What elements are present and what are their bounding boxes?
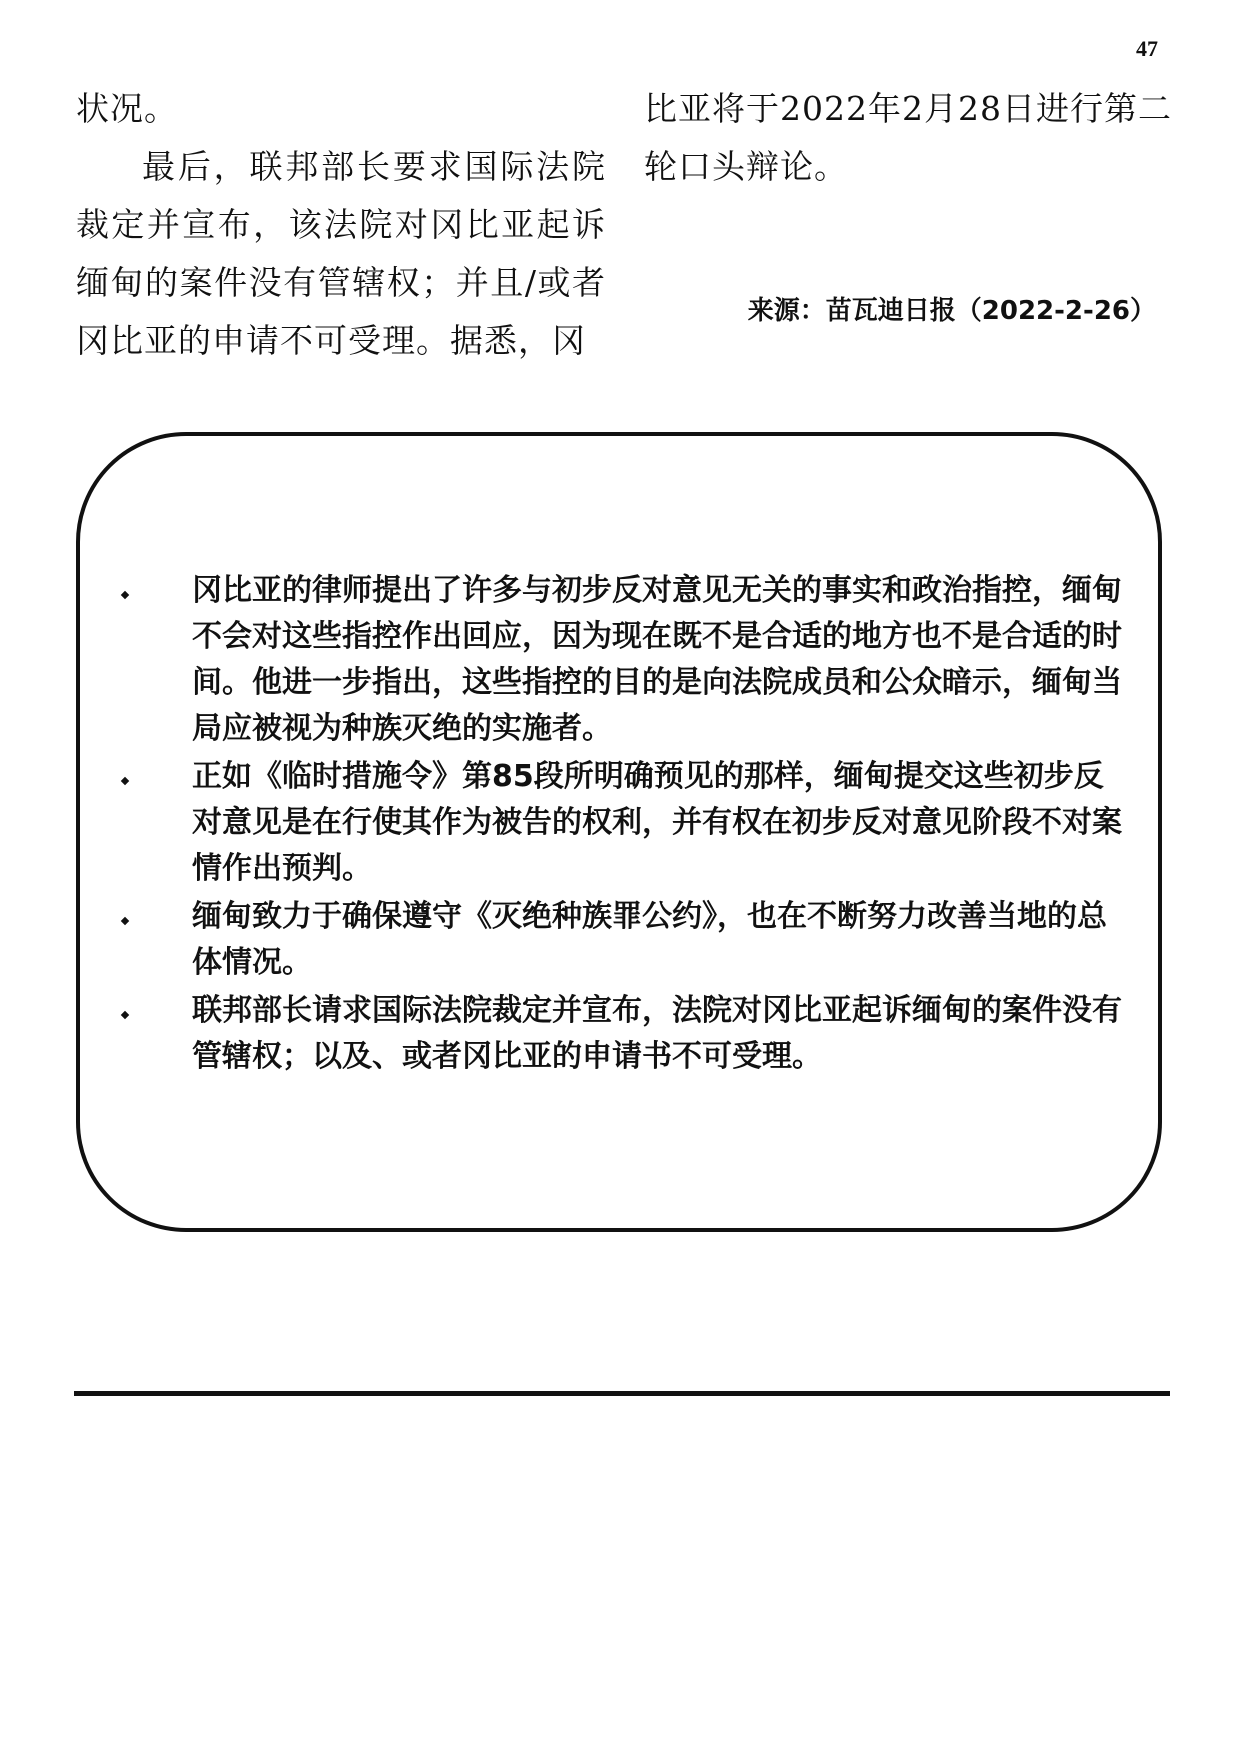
summary-item-text: 缅甸致力于确保遵守《灭绝种族罪公约》，也在不断努力改善当地的总体情况。 [192, 899, 1107, 980]
summary-item [116, 988, 1126, 1080]
article-right-column [644, 80, 1174, 196]
summary-item [116, 894, 1126, 986]
diamond-bullet-icon [116, 988, 192, 1034]
summary-item [116, 754, 1126, 892]
article-paragraph: 状况。 [76, 89, 178, 128]
summary-box [76, 432, 1162, 1232]
page-number: 47 [1136, 36, 1158, 61]
article-paragraph: 比亚将于2022年2月28日进行第二轮口头辩论。 [644, 89, 1172, 186]
summary-item-text: 联邦部长请求国际法院裁定并宣布，法院对冈比亚起诉缅甸的案件没有管辖权；以及、或者冈比亚的申请书不可受理。 [192, 993, 1122, 1074]
article-left-column [76, 80, 606, 370]
diamond-bullet-icon [116, 568, 192, 614]
article-source: 来源：苗瓦迪日报（2022-2-26） [747, 296, 1156, 326]
diamond-bullet-icon [116, 754, 192, 800]
summary-item-text: 冈比亚的律师提出了许多与初步反对意见无关的事实和政治指控，缅甸不会对这些指控作出回应，因为现在既不是合适的地方也不是合适的时间。他进一步指出，这些指控的目的是向法院成员和公众暗示，缅甸当局应被视为种族灭绝的实施者。 [192, 573, 1122, 746]
diamond-bullet-icon [116, 894, 192, 940]
summary-item [116, 568, 1126, 752]
summary-item-text: 正如《临时措施令》第85段所明确预见的那样，缅甸提交这些初步反对意见是在行使其作为被告的权利，并有权在初步反对意见阶段不对案情作出预判。 [192, 759, 1122, 886]
article-paragraph: 最后，联邦部长要求国际法院裁定并宣布，该法院对冈比亚起诉缅甸的案件没有管辖权；并且/或者冈比亚的申请不可受理。据悉，冈 [76, 147, 606, 360]
horizontal-rule [74, 1391, 1170, 1396]
summary-list [116, 568, 1126, 1082]
